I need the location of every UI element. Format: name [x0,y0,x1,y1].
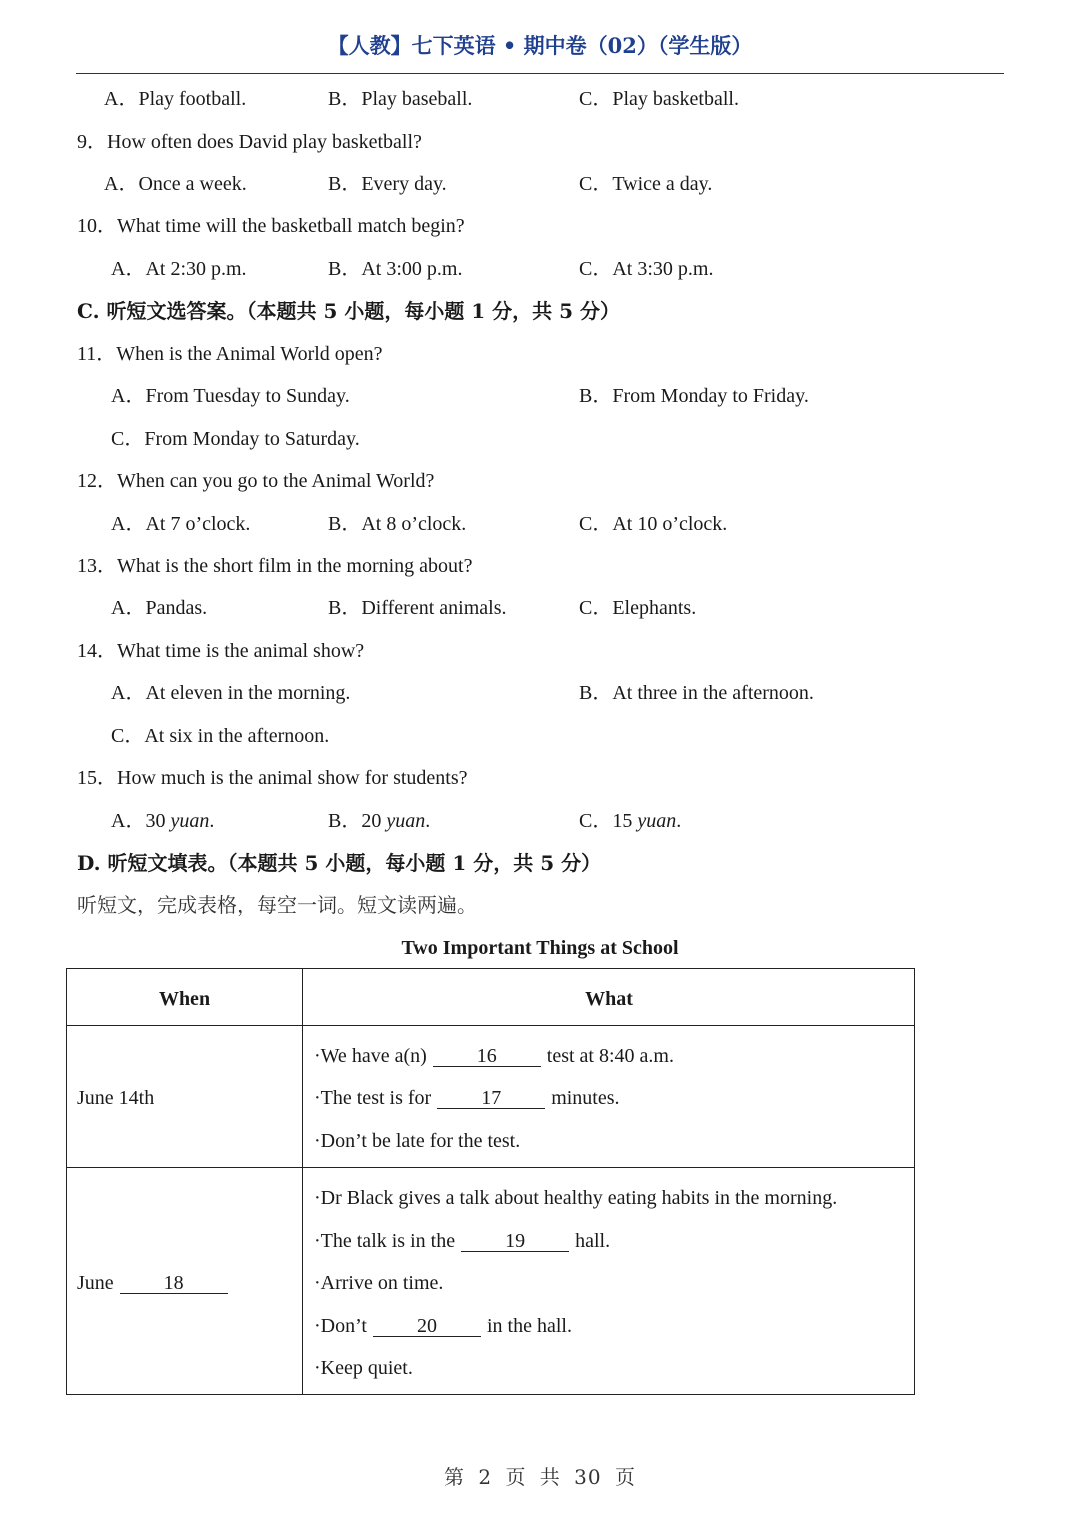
row2-when-text: June [77,1272,114,1294]
blank-16[interactable]: 16 [433,1046,541,1067]
q13-option-c: C．Elephants. [579,597,697,619]
row2-line4 [314,1314,572,1338]
q15-question: 15．How much is the animal show for students? [77,767,468,789]
row1-line3: ·Don’t be late for the test. [314,1130,521,1152]
table-header-when: When [158,988,211,1010]
q15-option-b-unit: yuan [386,810,426,832]
page-number: 第 2 页 共 30 页 [444,1465,636,1489]
row1-when: June 14th [77,1087,155,1109]
q15-option-b [328,809,430,833]
header-divider [76,73,1004,74]
row2-line4-text: ·Don’t [314,1315,367,1337]
row1-line1 [314,1044,674,1068]
q11-question: 11．When is the Animal World open? [77,343,383,365]
q8-option-a: A．Play football. [104,88,247,110]
q13-question: 13．What is the short film in the morning about? [77,555,473,577]
row2-line4-tail: in the hall. [486,1315,572,1337]
q15-option-a [111,809,214,833]
q15-option-a-period: . [209,810,215,832]
q11-option-b: B．From Monday to Friday. [579,385,809,407]
q9-option-a: A．Once a week. [104,173,247,195]
section-d-title: D. 听短文填表。（本题共 5 小题，每小题 1 分，共 5 分） [77,851,602,875]
q12-option-b: B．At 8 o’clock. [328,513,467,535]
q9-option-b: B．Every day. [328,173,447,195]
table-header-divider [66,1025,915,1026]
table-header-what: What [585,988,633,1010]
row1-line2-tail: minutes. [551,1087,620,1109]
q14-option-b: B．At three in the afternoon. [579,682,814,704]
q15-option-b-amount: B．20 [328,810,382,832]
q9-option-c: C．Twice a day. [579,173,713,195]
row1-line2-text: ·The test is for [314,1087,432,1109]
section-c-title: C. 听短文选答案。（本题共 5 小题，每小题 1 分，共 5 分） [77,299,621,323]
q15-option-b-period: . [425,810,431,832]
q8-option-c: C．Play basketball. [579,88,739,110]
row1-line1-tail: test at 8:40 a.m. [546,1045,674,1067]
q10-option-a: A．At 2:30 p.m. [111,258,247,280]
blank-20[interactable]: 20 [373,1316,481,1337]
table-column-divider [302,968,303,1395]
row2-line2 [314,1229,610,1253]
q15-option-c [579,809,681,833]
row1-line1-text: ·We have a(n) [314,1045,427,1067]
q10-question: 10．What time will the basketball match begin? [77,215,465,237]
q12-question: 12．When can you go to the Animal World? [77,470,435,492]
q15-option-a-unit: yuan [170,810,210,832]
q8-option-b: B．Play baseball. [328,88,473,110]
q10-option-b: B．At 3:00 p.m. [328,258,463,280]
blank-19[interactable]: 19 [461,1231,569,1252]
blank-17[interactable]: 17 [437,1088,545,1109]
q11-option-c: C．From Monday to Saturday. [111,428,360,450]
q14-option-a: A．At eleven in the morning. [111,682,351,704]
section-d-instruction: 听短文，完成表格，每空一词。短文读两遍。 [77,893,477,917]
q15-option-a-amount: A．30 [111,810,166,832]
q11-option-a: A．From Tuesday to Sunday. [111,385,350,407]
q12-option-c: C．At 10 o’clock. [579,513,728,535]
row2-line5: ·Keep quiet. [314,1357,413,1379]
row2-when [77,1271,234,1295]
row2-line2-tail: hall. [575,1230,611,1252]
blank-18[interactable]: 18 [120,1273,228,1294]
table-title: Two Important Things at School [401,937,679,959]
row2-line2-text: ·The talk is in the [314,1230,456,1252]
row2-line1: ·Dr Black gives a talk about healthy eating habits in the morning. [314,1187,838,1209]
q14-question: 14．What time is the animal show? [77,640,365,662]
q14-option-c: C．At six in the afternoon. [111,725,330,747]
q15-option-c-unit: yuan [637,810,677,832]
q13-option-a: A．Pandas. [111,597,208,619]
q15-option-c-amount: C．15 [579,810,633,832]
q15-option-c-period: . [676,810,682,832]
page-header-title: 【人教】七下英语 • 期中卷（02）（学生版） [327,33,753,58]
q12-option-a: A．At 7 o’clock. [111,513,251,535]
row2-line3: ·Arrive on time. [314,1272,444,1294]
q10-option-c: C．At 3:30 p.m. [579,258,714,280]
q13-option-b: B．Different animals. [328,597,507,619]
row1-line2 [314,1086,620,1110]
table-row-divider [66,1167,915,1168]
q9-question: 9．How often does David play basketball? [77,131,422,153]
